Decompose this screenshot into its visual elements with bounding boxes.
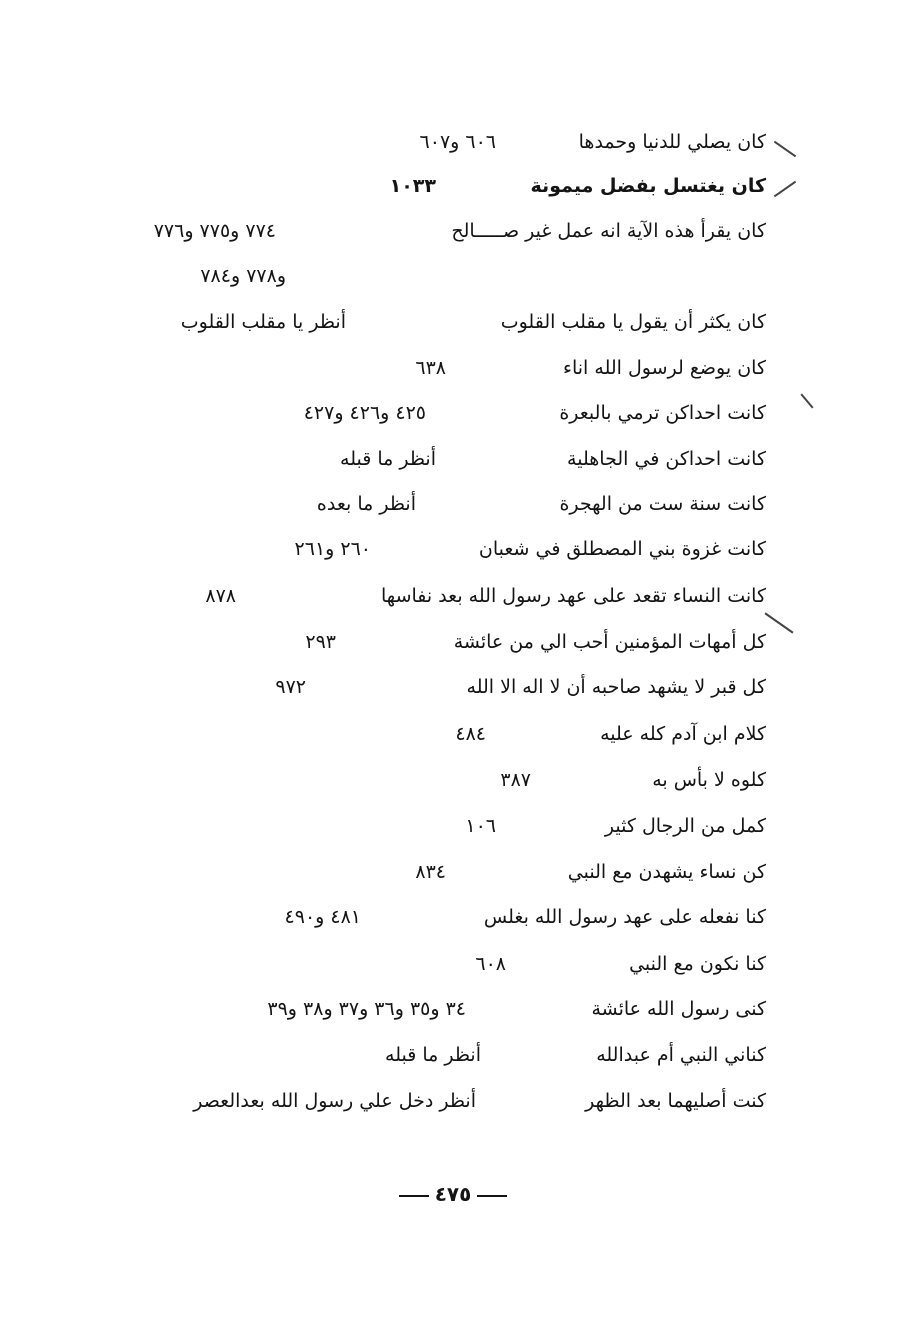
index-entry — [426, 946, 766, 982]
index-entry — [366, 762, 766, 798]
dash-decoration — [399, 1195, 429, 1197]
index-entry — [326, 1037, 766, 1073]
entry-reference: ٣٨٧ — [500, 769, 531, 791]
entry-phrase: كان يقرأ هذه الآية انه عمل غير صـــــالح — [451, 220, 766, 242]
entry-phrase: كانت النساء تقعد على عهد رسول الله بعد نفاسها — [381, 585, 766, 607]
entry-reference: أنظر ما قبله — [340, 448, 436, 470]
entry-reference: ١٠٦ — [465, 815, 496, 837]
index-entry — [236, 531, 766, 567]
entry-reference: ٢٦٠ و٢٦١ — [294, 538, 371, 560]
entry-phrase: كناني النبي أم عبدالله — [596, 1044, 766, 1066]
index-entry — [166, 578, 766, 614]
entry-reference: و٧٧٨ و٧٨٤ — [200, 265, 286, 287]
index-entry — [246, 669, 766, 705]
entry-reference: ٧٧٤ و٧٧٥ و٧٧٦ — [153, 220, 276, 242]
entry-reference: ٨٧٨ — [205, 585, 236, 607]
entry-reference: ٩٧٢ — [275, 676, 306, 698]
margin-check-mark — [774, 181, 796, 198]
index-entry — [296, 486, 766, 522]
dash-decoration — [477, 1195, 507, 1197]
entry-phrase: كلام ابن آدم كله عليه — [600, 723, 766, 745]
entry-phrase: كل قبر لا يشهد صاحبه أن لا اله الا الله — [466, 676, 766, 698]
index-entry — [366, 350, 766, 386]
index-entry — [426, 716, 766, 752]
index-entry — [206, 899, 766, 935]
entry-phrase: كنا نفعله على عهد رسول الله بغلس — [483, 906, 766, 928]
entry-phrase: كنا نكون مع النبي — [629, 953, 766, 975]
margin-check-mark — [765, 612, 794, 633]
entry-reference: أنظر ما قبله — [385, 1044, 481, 1066]
index-entry — [326, 124, 766, 160]
entry-phrase: كان يكثر أن يقول يا مقلب القلوب — [500, 311, 766, 333]
entry-phrase: كنى رسول الله عائشة — [591, 998, 766, 1020]
entry-reference: ٦٠٦ و٦٠٧ — [419, 131, 496, 153]
entry-reference: ٤٨١ و٤٩٠ — [284, 906, 361, 928]
index-entry — [266, 624, 766, 660]
page-number — [0, 1182, 906, 1206]
entry-reference: أنظر ما بعده — [316, 493, 416, 515]
entry-reference: أنظر دخل علي رسول الله بعدالعصر — [193, 1090, 476, 1112]
entry-reference: أنظر يا مقلب القلوب — [180, 311, 346, 333]
entry-reference: ٦٠٨ — [475, 953, 506, 975]
entry-phrase: كمل من الرجال كثير — [604, 815, 766, 837]
entry-reference: ٦٣٨ — [415, 357, 446, 379]
index-entry — [166, 991, 766, 1027]
entry-phrase: كن نساء يشهدن مع النبي — [567, 861, 766, 883]
entry-phrase: كان يغتسل بفضل ميمونة — [530, 175, 766, 197]
entry-reference: ٢٩٣ — [305, 631, 336, 653]
index-entry — [166, 258, 766, 294]
index-entry — [246, 395, 766, 431]
entry-phrase: كانت سنة ست من الهجرة — [559, 493, 766, 515]
entry-phrase: كل أمهات المؤمنين أحب الي من عائشة — [453, 631, 766, 653]
index-entry — [146, 304, 766, 340]
index-entry — [366, 854, 766, 890]
index-entry — [426, 808, 766, 844]
margin-check-mark — [800, 393, 813, 408]
entry-reference: ٤٢٥ و٤٢٦ و٤٢٧ — [303, 402, 426, 424]
entry-phrase: كلوه لا بأس به — [652, 769, 766, 791]
index-entry — [306, 441, 766, 477]
entry-reference: ٣٤ و٣٥ و٣٦ و٣٧ و٣٨ و٣٩ — [267, 998, 466, 1020]
entry-reference: ٤٨٤ — [455, 723, 486, 745]
entry-phrase: كانت غزوة بني المصطلق في شعبان — [478, 538, 766, 560]
index-entry — [366, 168, 766, 204]
entry-phrase: كان يصلي للدنيا وحمدها — [578, 131, 766, 153]
index-entry — [126, 1083, 766, 1119]
entry-reference: ١٠٣٣ — [389, 175, 436, 197]
page-number-text: ٤٧٥ — [434, 1182, 472, 1206]
index-entry — [106, 213, 766, 249]
entry-reference: ٨٣٤ — [415, 861, 446, 883]
entry-phrase: كانت احداكن في الجاهلية — [567, 448, 766, 470]
entry-phrase: كان يوضع لرسول الله اناء — [563, 357, 766, 379]
margin-check-mark — [774, 141, 796, 158]
entry-phrase: كنت أصليهما بعد الظهر — [585, 1090, 766, 1112]
entry-phrase: كانت احداكن ترمي بالبعرة — [559, 402, 766, 424]
